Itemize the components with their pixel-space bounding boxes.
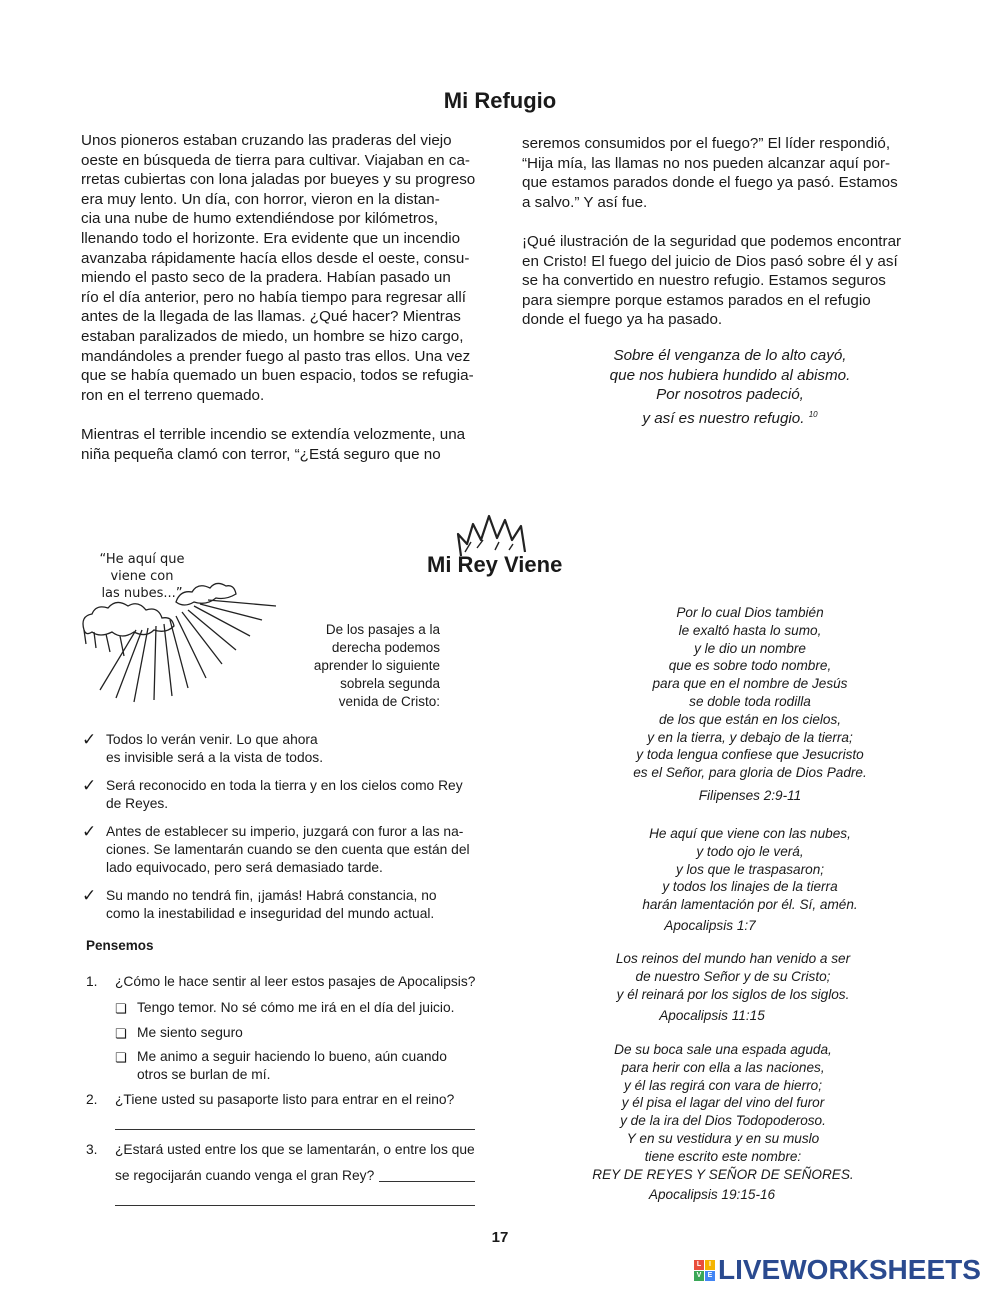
verse-apocalipsis-19: De su boca sale una espada aguda, para herir con ella a las naciones, y él las regirá con vara de hierro; y él pisa el lagar del vino del furor y de la ira del Dios Todopoderoso. Y en su vestidura y en su muslo tiene escrito este nombre: REY DE REYES Y SEÑOR DE SEÑORES. bbox=[592, 1042, 854, 1182]
footnote-marker: 10 bbox=[808, 409, 818, 419]
ref-apocalipsis-11: Apocalipsis 11:15 bbox=[659, 1008, 765, 1023]
ref-apocalipsis-1: Apocalipsis 1:7 bbox=[664, 918, 756, 933]
answer-line-2[interactable] bbox=[115, 1129, 475, 1130]
checkmark-icon: ✓ bbox=[82, 822, 97, 841]
pensemos-heading: Pensemos bbox=[86, 938, 154, 953]
refugio-right-column bbox=[522, 134, 922, 330]
checkbox-icon[interactable]: ❏ bbox=[115, 1026, 127, 1041]
verse-apocalipsis-11: Los reinos del mundo han venido a ser de nuestro Señor y de su Cristo; y él reinará por los siglos de los siglos. bbox=[615, 951, 851, 1002]
option-2[interactable]: ❏ Me siento seguro bbox=[115, 1025, 243, 1041]
ref-apocalipsis-19: Apocalipsis 19:15-16 bbox=[648, 1187, 776, 1202]
check-list bbox=[82, 731, 482, 933]
question-3-line-2: se regocijarán cuando venga el gran Rey? bbox=[115, 1168, 375, 1183]
refugio-paragraph-3: seremos consumidos por el fuego?” El líder respondió, “Hija mía, las llamas no nos pueden alcanzar aquí por- que estamos parados donde el fuego ya pasó. Estamos a salvo.” Y así fue. bbox=[522, 135, 898, 211]
verse-apocalipsis-1: He aquí que viene con las nubes, y todo ojo le verá, y los que le traspasaron; y todos los linajes de la tierra harán lamentación por él. Sí, amén. bbox=[642, 826, 858, 913]
intro-text: De los pasajes a la derecha podemos aprender lo siguiente sobrela segunda venida de Cristo: bbox=[313, 622, 440, 709]
check-item: ✓ Antes de establecer su imperio, juzgará con furor a las na- ciones. Se lamentarán cuando se den cuenta que están del lado equivocado, pero será demasiado tarde. bbox=[82, 822, 470, 875]
page-number: 17 bbox=[491, 1229, 509, 1246]
checkbox-icon[interactable]: ❏ bbox=[115, 1050, 127, 1065]
check-item: ✓ Todos lo verán venir. Lo que ahora es invisible será a la vista de todos. bbox=[82, 730, 324, 765]
question-1: 1. ¿Cómo le hace sentir al leer estos pasajes de Apocalipsis? bbox=[86, 974, 476, 989]
ref-filipenses: Filipenses 2:9-11 bbox=[698, 788, 802, 803]
verse-filipenses: Por lo cual Dios también le exaltó hasta lo sumo, y le dio un nombre que es sobre todo nombre, para que en el nombre de Jesús se doble toda rodilla de los que están en los cielos, y en la tierra, y debajo de la tierra; y toda lengua confiese que Jesucristo es el Señor, para gloria de Dios Padre. bbox=[633, 605, 867, 781]
checkmark-icon: ✓ bbox=[82, 886, 97, 905]
option-3[interactable]: ❏ Me animo a seguir haciendo lo bueno, aún cuando otros se burlan de mí. bbox=[115, 1049, 447, 1082]
check-item: ✓ Será reconocido en toda la tierra y en los cielos como Rey de Reyes. bbox=[82, 776, 463, 811]
title-mi-refugio: Mi Refugio bbox=[443, 88, 557, 113]
check-item: ✓ Su mando no tendrá fin, ¡jamás! Habrá constancia, no como la inestabilidad e inseguridad del mundo actual. bbox=[82, 886, 437, 921]
answer-line-3a[interactable] bbox=[379, 1181, 475, 1182]
answer-line-3b[interactable] bbox=[115, 1205, 475, 1206]
title-mi-rey-viene: Mi Rey Viene bbox=[427, 552, 563, 577]
checkmark-icon: ✓ bbox=[82, 730, 97, 749]
refugio-paragraph-2: Mientras el terrible incendio se extendía velozmente, una niña pequeña clamó con terror, “¿Está seguro que no bbox=[81, 425, 466, 463]
refugio-left-column bbox=[81, 131, 486, 464]
liveworksheets-logo bbox=[694, 1255, 981, 1285]
speech-bubble: “He aquí que viene con las nubes...” bbox=[99, 552, 185, 601]
refugio-paragraph-1: Unos pioneros estaban cruzando las praderas del viejo oeste en búsqueda de tierra para cultivar. Viajaban en ca- rretas cubiertas con lona jaladas por bueyes y su progreso era muy lento. Un día, con horror, vieron en la distan- cia una nube de humo extendiéndose por kilómetros, llenando todo el horizonte. Era evidente que un incendio avanzaba rápidamente hacía ellos desde el oeste, consu- miendo el pasto seco de la pradera. Habían pasado un río el día anterior, pero no había tiempo para regresar allí antes de la llegada de las llamas. ¿Qué hacer? Mientras estaban paralizados de miedo, un hombre se hizo cargo, mandándoles a prender fuego al pasto tras ellos. Una vez que se había quemado un buen espacio, todos se refugia- ron en el terreno quemado. bbox=[81, 132, 476, 404]
logo-text: LIVEWORKSHEETS bbox=[718, 1254, 981, 1285]
checkbox-icon[interactable]: ❏ bbox=[115, 1001, 127, 1016]
logo-cubes-icon: L I V E bbox=[694, 1260, 715, 1281]
cloud-rays-illustration bbox=[76, 570, 296, 710]
question-3: 3. ¿Estará usted entre los que se lamentarán, o entre los que bbox=[86, 1142, 475, 1157]
refugio-paragraph-4: ¡Qué ilustración de la seguridad que podemos encontrar en Cristo! El fuego del juicio de Dios pasó sobre él y así se ha convertido en nuestro refugio. Estamos seguros para siempre porque estamos parados en el refugio donde el fuego ya ha pasado. bbox=[522, 232, 902, 329]
refugio-poem: Sobre él venganza de lo alto cayó, que nos hubiera hundido al abismo. Por nosotros padeció, y así es nuestro refugio. $^{10}$ bbox=[609, 347, 851, 427]
option-1[interactable]: ❏ Tengo temor. No sé cómo me irá en el día del juicio. bbox=[115, 1000, 455, 1016]
question-2: 2. ¿Tiene usted su pasaporte listo para entrar en el reino? bbox=[86, 1092, 455, 1107]
checkmark-icon: ✓ bbox=[82, 776, 97, 795]
